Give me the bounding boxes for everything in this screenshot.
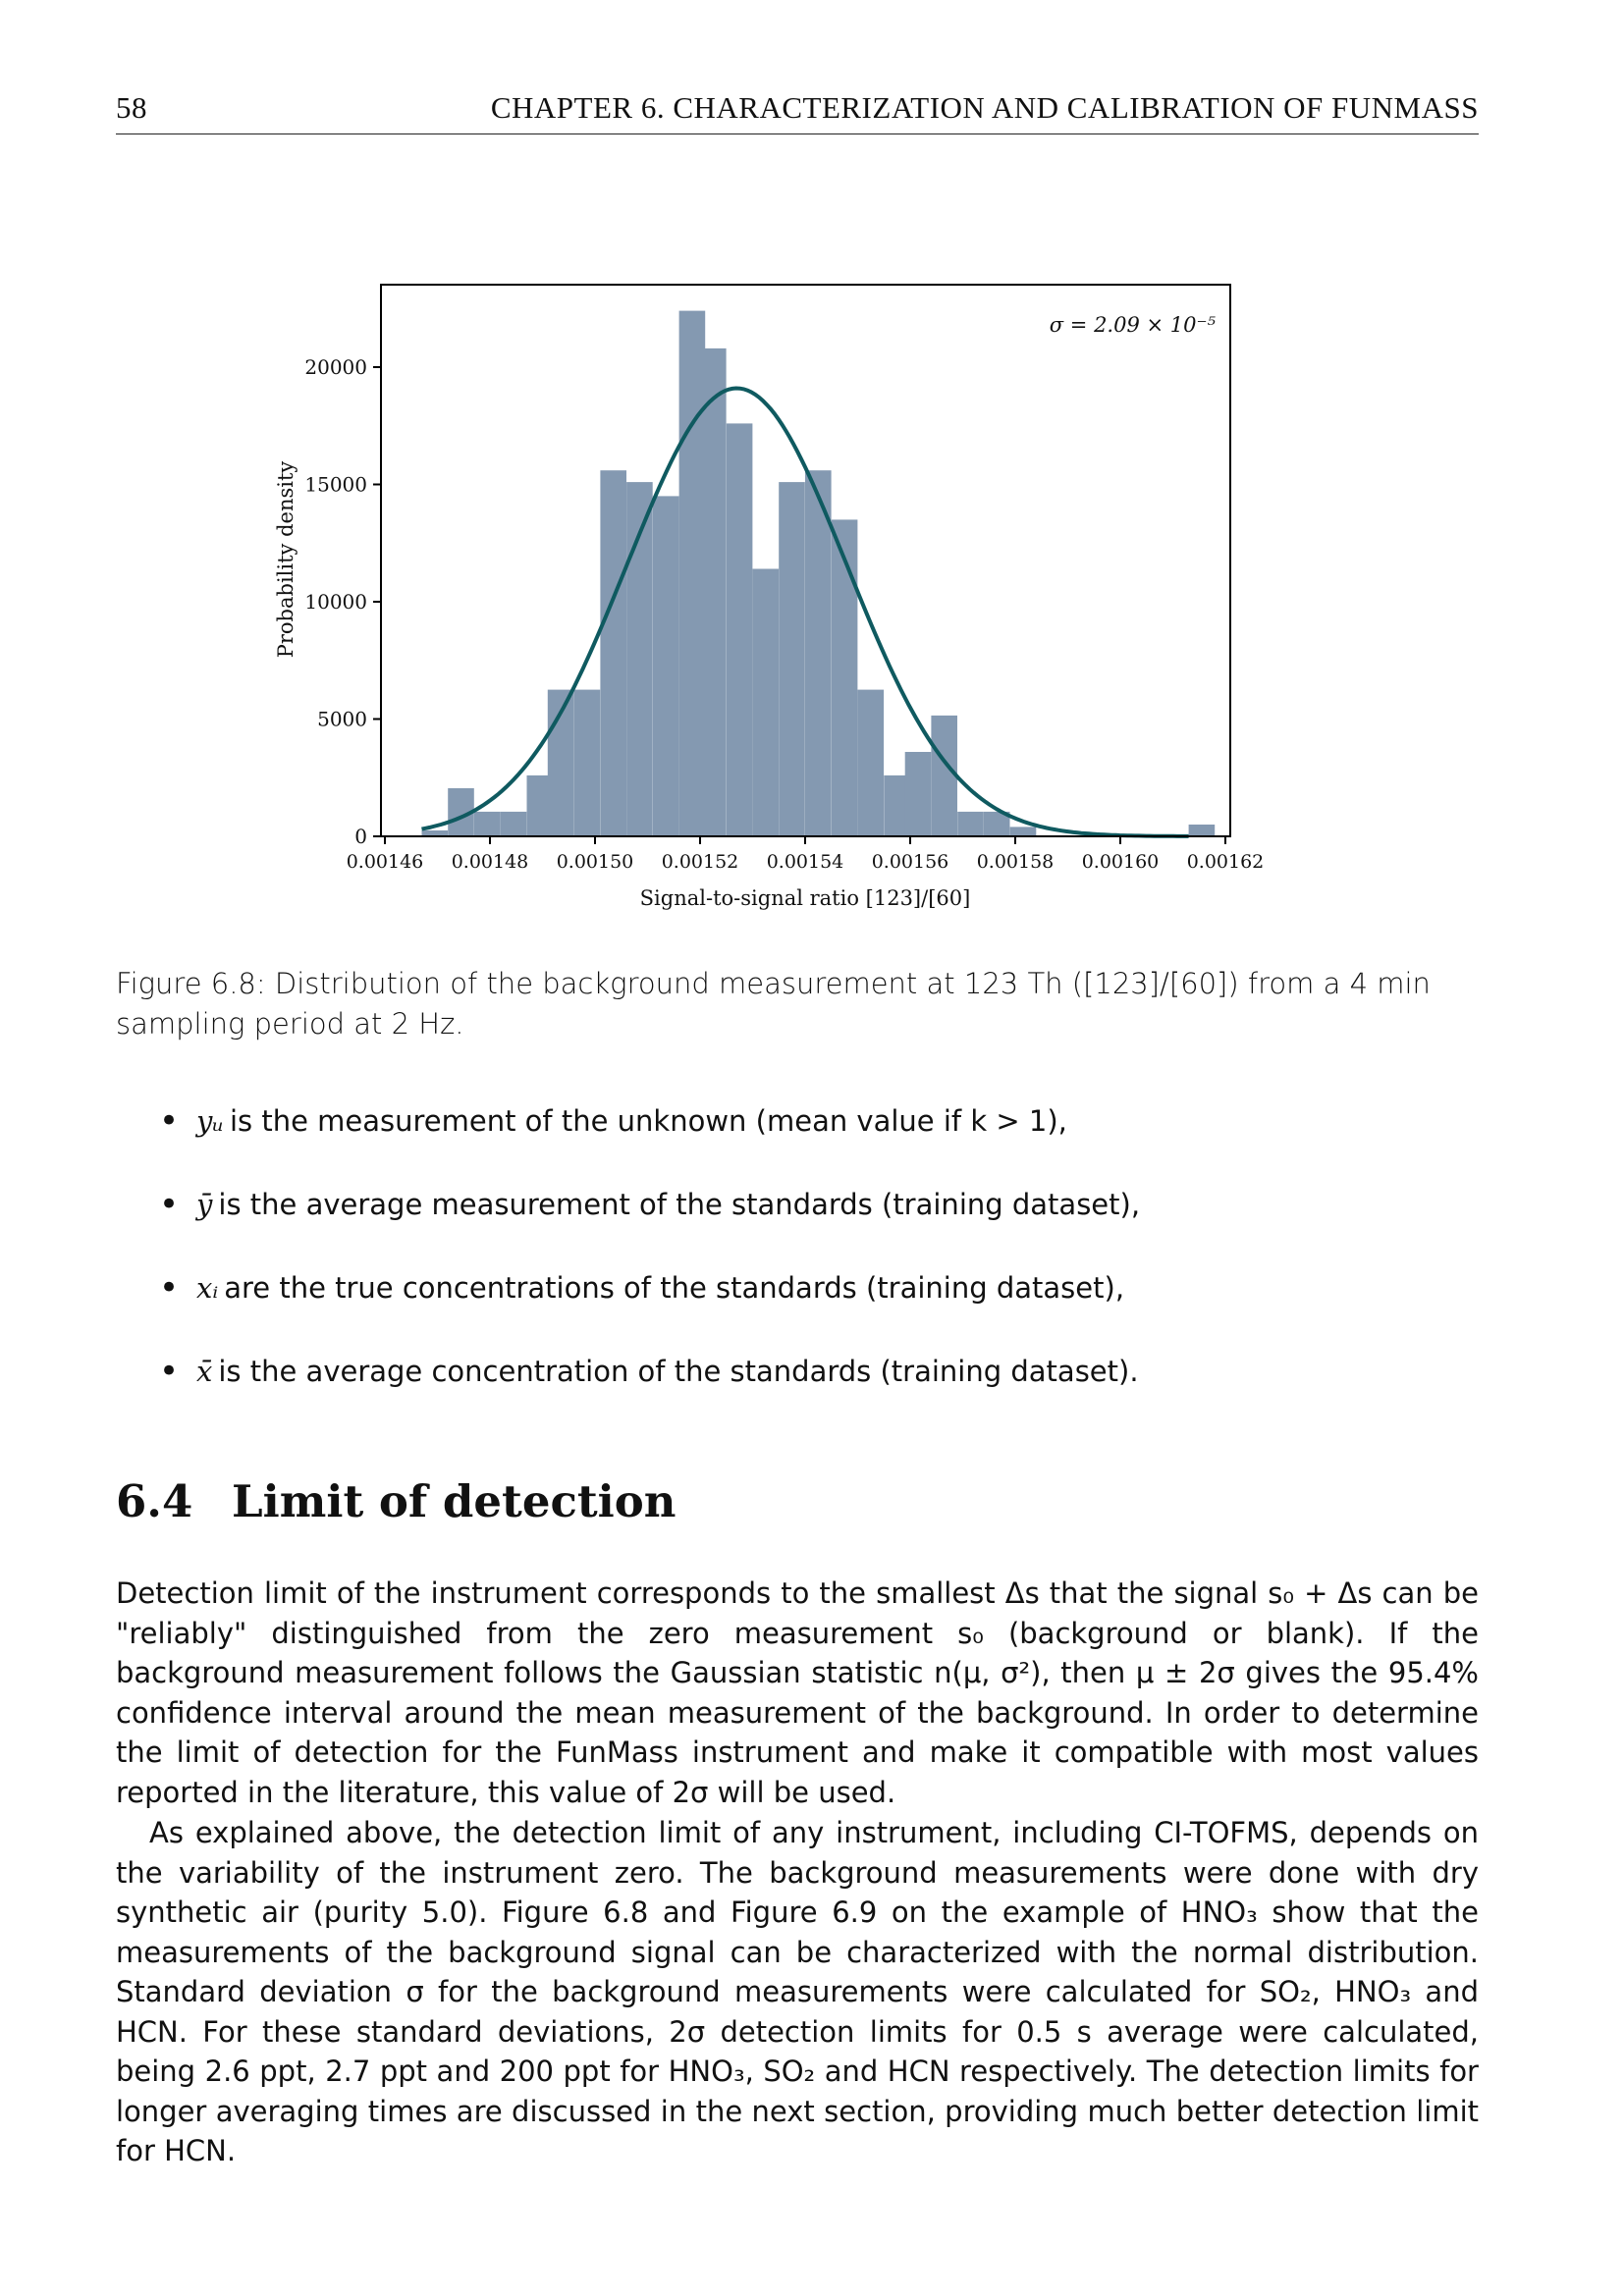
histogram-bars: [422, 311, 1216, 836]
figure-caption: Figure 6.8: Distribution of the background measurement at 123 Th ([123]/[60]) from a 4 min sampling period at 2 Hz.: [116, 967, 1431, 1041]
list-item: [116, 1185, 1479, 1268]
math-symbol: ȳ: [196, 1188, 213, 1221]
histogram-bar: [600, 470, 626, 836]
list-item-text: is the average concentration of the standards (training dataset).: [218, 1355, 1139, 1388]
running-header: [116, 90, 1479, 134]
histogram-bar: [727, 423, 753, 836]
y-axis-label: Probability density: [274, 460, 298, 659]
y-tick-label: 10000: [304, 590, 367, 614]
histogram-bar: [474, 812, 501, 836]
list-item: [116, 1101, 1479, 1185]
paragraph-text: As explained above, the detection limit of any instrument, including CI-TOFMS, depends on the variability of the instrument zero. The background measurements were done with dry synthetic air (purity 5.0). Figure 6.8 and Figure 6.9 on the example of HNO₃ show that the measurements of the background signal can be characterized with the normal distribution. Standard deviation σ for the background measurements were calculated for SO₂, HNO₃ and HCN. For these standard deviations, 2σ detection limits for 0.5 s average were calculated, being 2.6 ppt, 2.7 ppt and 200 ppt for HNO₃, SO₂ and HCN respectively. The detection limits for longer averaging times are discussed in the next section, providing much better detection limit for HCN.: [116, 1816, 1479, 2167]
paragraph: [116, 1813, 1479, 2171]
y-tick-label: 20000: [304, 355, 367, 379]
histogram-bar: [1189, 825, 1216, 836]
y-tick-label: 5000: [317, 707, 367, 731]
math-symbol: x̄: [196, 1355, 213, 1388]
x-tick-label: 0.00154: [766, 851, 844, 873]
histogram-chart: [157, 265, 1296, 933]
list-item-text: is the measurement of the unknown (mean value if k > 1),: [229, 1104, 1067, 1138]
histogram-bar: [931, 716, 957, 836]
histogram-bar: [574, 690, 601, 836]
y-axis-ticks: [304, 355, 381, 848]
histogram-bar: [700, 348, 727, 836]
x-tick-label: 0.00152: [661, 851, 739, 873]
x-tick-label: 0.00160: [1081, 851, 1160, 873]
math-symbol: xᵢ: [196, 1271, 219, 1305]
list-item: [116, 1352, 1479, 1435]
histogram-bar: [805, 470, 832, 836]
histogram-bar: [653, 496, 679, 836]
x-axis-ticks: [347, 836, 1265, 873]
histogram-bar: [1010, 827, 1037, 836]
histogram-figure: [157, 265, 1296, 933]
paragraph: Detection limit of the instrument corresponds to the smallest Δs that the signal s₀ + Δs can be "reliably" distinguished from the zero measurement s₀ (background or blank). If the background measurement follows the Gaussian statistic n(μ, σ²), then μ ± 2σ gives the 95.4% confidence interval around the mean measurement of the background. In order to determine the limit of detection for the FunMass instrument and make it compatible with most values reported in the literature, this value of 2σ will be used.: [116, 1576, 1479, 1809]
math-symbol: yᵤ: [196, 1104, 224, 1138]
y-tick-label: 0: [354, 825, 367, 848]
histogram-bar: [832, 519, 858, 836]
histogram-bar: [858, 690, 885, 836]
page-number: 58: [116, 90, 147, 125]
histogram-bar: [501, 812, 527, 836]
x-axis-label: Signal-to-signal ratio [123]/[60]: [639, 886, 971, 910]
histogram-bar: [905, 752, 932, 836]
section-title-text: Limit of detection: [232, 1475, 677, 1527]
x-tick-label: 0.00150: [556, 851, 634, 873]
list-item-text: are the true concentrations of the standards (training dataset),: [224, 1271, 1125, 1305]
x-tick-label: 0.00162: [1186, 851, 1265, 873]
list-item-text: is the average measurement of the standards (training dataset),: [218, 1188, 1141, 1221]
x-tick-label: 0.00146: [346, 851, 424, 873]
histogram-bar: [957, 812, 984, 836]
x-tick-label: 0.00156: [871, 851, 949, 873]
section-heading: [116, 1475, 676, 1527]
section-number: 6.4: [116, 1475, 193, 1527]
y-tick-label: 15000: [304, 472, 367, 497]
x-tick-label: 0.00158: [976, 851, 1055, 873]
sigma-annotation: σ = 2.09 × 10⁻⁵: [1049, 313, 1216, 337]
histogram-bar: [779, 482, 805, 836]
list-item: [116, 1268, 1479, 1352]
x-tick-label: 0.00148: [451, 851, 529, 873]
histogram-bar: [753, 569, 780, 837]
definition-list: [116, 1101, 1479, 1435]
chapter-title: CHAPTER 6. CHARACTERIZATION AND CALIBRATION OF FUNMASS: [490, 90, 1479, 125]
